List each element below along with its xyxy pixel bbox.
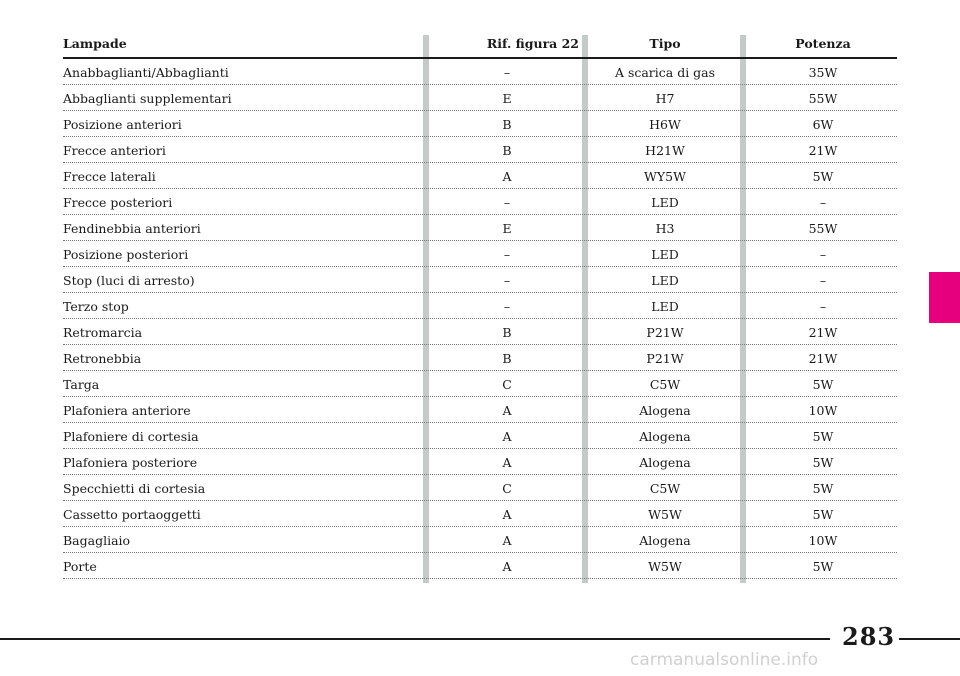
table-cell: 5W [812,377,834,392]
table-cell: 5W [812,429,834,444]
table-cell: Alogena [639,455,691,470]
table-row [63,527,897,553]
table-cell: 21W [808,325,838,340]
table-cell: P21W [646,351,684,366]
table-cell: Cassetto portaoggetti [63,507,201,522]
table-cell: 5W [812,481,834,496]
table-cell: Plafoniera posteriore [63,455,198,470]
table-cell: 21W [808,351,838,366]
table-cell: A [502,455,512,470]
table-cell: – [819,247,827,262]
table-cell: C [502,377,512,392]
table-header [63,30,897,59]
table-cell: C [502,481,512,496]
table-row [63,371,897,397]
table-cell: LED [651,299,679,314]
table-cell: Plafoniere di cortesia [63,429,199,444]
table-cell: B [502,351,512,366]
table-cell: W5W [648,507,682,522]
table-cell: 5W [812,507,834,522]
table-cell: 35W [808,65,838,80]
table-cell: – [503,273,511,288]
section-tab [929,272,960,323]
table-cell: A [502,429,512,444]
table-cell: 55W [808,91,838,106]
table-cell: Frecce laterali [63,169,156,184]
table-cell: Terzo stop [63,299,129,314]
table-cell: A [502,533,512,548]
table-cell: – [819,195,827,210]
table-cell: Porte [63,559,97,574]
table-cell: H3 [655,221,675,236]
table-cell: Frecce posteriori [63,195,173,210]
table-row [63,423,897,449]
table-cell: Anabbaglianti/Abbaglianti [63,65,229,80]
table-cell: 5W [812,559,834,574]
table-row [63,319,897,345]
table-row [63,163,897,189]
table-cell: Abbaglianti supplementari [63,91,232,106]
header-rif-figura: Rif. figura 22 [486,36,579,51]
table-cell: Stop (luci di arresto) [63,273,195,288]
table-cell: – [503,65,511,80]
table-row [63,59,897,85]
table-cell: Frecce anteriori [63,143,166,158]
table-row [63,397,897,423]
table-row [63,293,897,319]
table-cell: – [819,299,827,314]
table-cell: LED [651,273,679,288]
table-cell: E [502,91,512,106]
page-number: 283 [838,622,899,651]
table-cell: 10W [808,403,838,418]
table-body [63,59,897,579]
table-cell: 5W [812,455,834,470]
table-cell: A scarica di gas [614,65,716,80]
table-row [63,241,897,267]
lamp-table [63,30,897,579]
table-cell: Fendinebbia anteriori [63,221,201,236]
table-cell: A [502,507,512,522]
header-potenza: Potenza [795,36,851,51]
table-cell: B [502,143,512,158]
table-row [63,553,897,579]
table-row [63,85,897,111]
table-cell: Posizione posteriori [63,247,189,262]
table-row [63,189,897,215]
watermark: carmanualsonline.info [630,650,819,670]
table-cell: C5W [649,481,681,496]
table-cell: B [502,325,512,340]
table-cell: 10W [808,533,838,548]
table-row [63,215,897,241]
table-cell: 21W [808,143,838,158]
table-cell: LED [651,195,679,210]
table-row [63,501,897,527]
footer-line-right [898,638,960,640]
table-cell: – [819,273,827,288]
table-cell: Targa [63,377,100,392]
table-row [63,345,897,371]
header-lampade: Lampade [63,36,127,51]
table-cell: A [502,559,512,574]
table-row [63,267,897,293]
table-row [63,475,897,501]
table-cell: A [502,169,512,184]
table-cell: Bagagliaio [63,533,131,548]
table-cell: H7 [655,91,675,106]
table-cell: Specchietti di cortesia [63,481,206,496]
table-cell: WY5W [644,169,686,184]
table-cell: E [502,221,512,236]
table-cell: A [502,403,512,418]
table-cell: H21W [645,143,685,158]
table-cell: W5W [648,559,682,574]
table-cell: Alogena [639,403,691,418]
table-cell: H6W [649,117,681,132]
table-cell: Alogena [639,533,691,548]
table-row [63,449,897,475]
table-cell: LED [651,247,679,262]
table-cell: 6W [812,117,834,132]
table-cell: Retromarcia [63,325,143,340]
table-cell: Plafoniera anteriore [63,403,191,418]
header-tipo: Tipo [649,36,681,51]
table-cell: Alogena [639,429,691,444]
table-row [63,111,897,137]
table-row [63,137,897,163]
table-cell: 5W [812,169,834,184]
table-cell: Retronebbia [63,351,142,366]
table-cell: – [503,299,511,314]
table-cell: Posizione anteriori [63,117,182,132]
table-cell: – [503,247,511,262]
table-cell: C5W [649,377,681,392]
table-cell: P21W [646,325,684,340]
table-cell: B [502,117,512,132]
footer-line-left [0,638,830,640]
table-cell: 55W [808,221,838,236]
table-cell: – [503,195,511,210]
